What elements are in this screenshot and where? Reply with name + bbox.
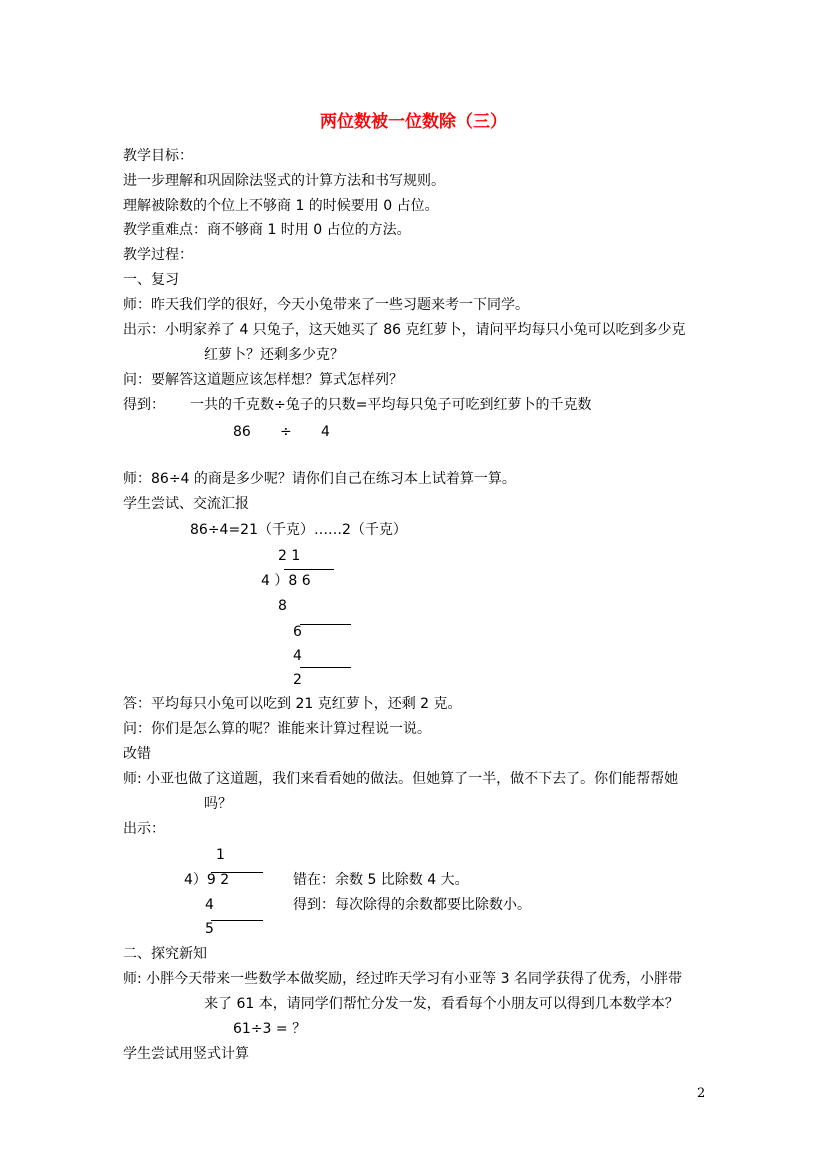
- teacher-line-3a: 师: 小亚也做了这道题，我们来看看她的做法。但她算了一半，做不下去了。你们能帮帮她: [123, 771, 679, 787]
- student-try-2: 学生尝试用竖式计算: [123, 1046, 249, 1062]
- teacher-line-3b: 吗？: [204, 796, 232, 812]
- document-title: 两位数被一位数除（三）: [320, 112, 507, 132]
- long-division-1-line-1: [300, 624, 351, 625]
- teacher-line-4a: 师: 小胖今天带来一些数学本做奖励，经过昨天学习有小亚等 3 名同学获得了优秀，小胖带: [123, 971, 682, 987]
- equation-dividend: 86: [233, 424, 251, 440]
- equation-result: 86÷4=21（千克）……2（千克）: [190, 522, 407, 538]
- word-equation: 一共的千克数÷兔子的只数=平均每只兔子可吃到红萝卜的千克数: [190, 397, 592, 413]
- goal-item-2: 理解被除数的个位上不够商 1 的时候要用 0 占位。: [123, 198, 439, 214]
- long-division-2-remainder: 5: [205, 921, 214, 937]
- section-1-heading: 一、复习: [123, 272, 179, 288]
- question-1: 问：要解答这道题应该怎样想？算式怎样列？: [123, 372, 403, 388]
- goal-heading: 教学目标：: [123, 148, 193, 164]
- equation-divide-sign: ÷: [280, 424, 292, 440]
- long-division-2-line: [211, 920, 263, 921]
- conclusion-note: 得到：每次除得的余数都要比除数小。: [293, 897, 531, 913]
- teacher-line-4b: 来了 61 本，请同学们帮忙分发一发，看看每个小朋友可以得到几本数学本？: [204, 996, 679, 1012]
- goal-item-1: 进一步理解和巩固除法竖式的计算方法和书写规则。: [123, 173, 445, 189]
- page-number: 2: [697, 1086, 706, 1101]
- error-note: 错在：余数 5 比除数 4 大。: [293, 872, 469, 888]
- teacher-line-1: 师：昨天我们学的很好，今天小兔带来了一些习题来考一下同学。: [123, 297, 529, 313]
- long-division-1-quotient: 2 1: [278, 548, 301, 564]
- long-division-1-remainder-1: 6: [293, 624, 302, 640]
- section-2-heading: 二、探究新知: [123, 946, 207, 962]
- equation-divisor: 4: [321, 424, 330, 440]
- problem-1-line-a: 出示：小明家养了 4 只兔子，这天她买了 86 克红萝卜，请问平均每只小兔可以吃到多少克: [123, 322, 686, 338]
- equation-61: 61÷3 = ？: [233, 1021, 307, 1037]
- show-label-2: 出示：: [123, 821, 165, 837]
- correction-heading: 改错: [123, 746, 151, 762]
- long-division-2-quotient: 1: [216, 847, 225, 863]
- answer-line: 答：平均每只小兔可以吃到 21 克红萝卜，还剩 2 克。: [123, 696, 462, 712]
- long-division-1-line-2: [300, 667, 351, 668]
- question-2: 问：你们是怎么算的呢？谁能来计算过程说一说。: [123, 721, 431, 737]
- student-try-1: 学生尝试、交流汇报: [123, 496, 249, 512]
- teacher-line-2: 师：86÷4 的商是多少呢？请你们自己在练习本上试着算一算。: [123, 471, 516, 487]
- long-division-1-remainder-2: 2: [293, 672, 302, 688]
- problem-1-line-b: 红萝卜？还剩多少克？: [204, 347, 344, 363]
- process-heading: 教学过程：: [123, 247, 193, 263]
- key-point: 教学重难点：商不够商 1 时用 0 占位的方法。: [123, 222, 411, 238]
- long-division-2-dividend: 4）9 2: [184, 872, 230, 888]
- long-division-1-bar: [284, 569, 334, 570]
- long-division-2-step: 4: [205, 897, 214, 913]
- long-division-1-step-1: 8: [278, 598, 287, 614]
- long-division-1-step-2: 4: [293, 648, 302, 664]
- result-label: 得到：: [123, 397, 165, 413]
- long-division-1-dividend: 4 ）8 6: [261, 573, 311, 589]
